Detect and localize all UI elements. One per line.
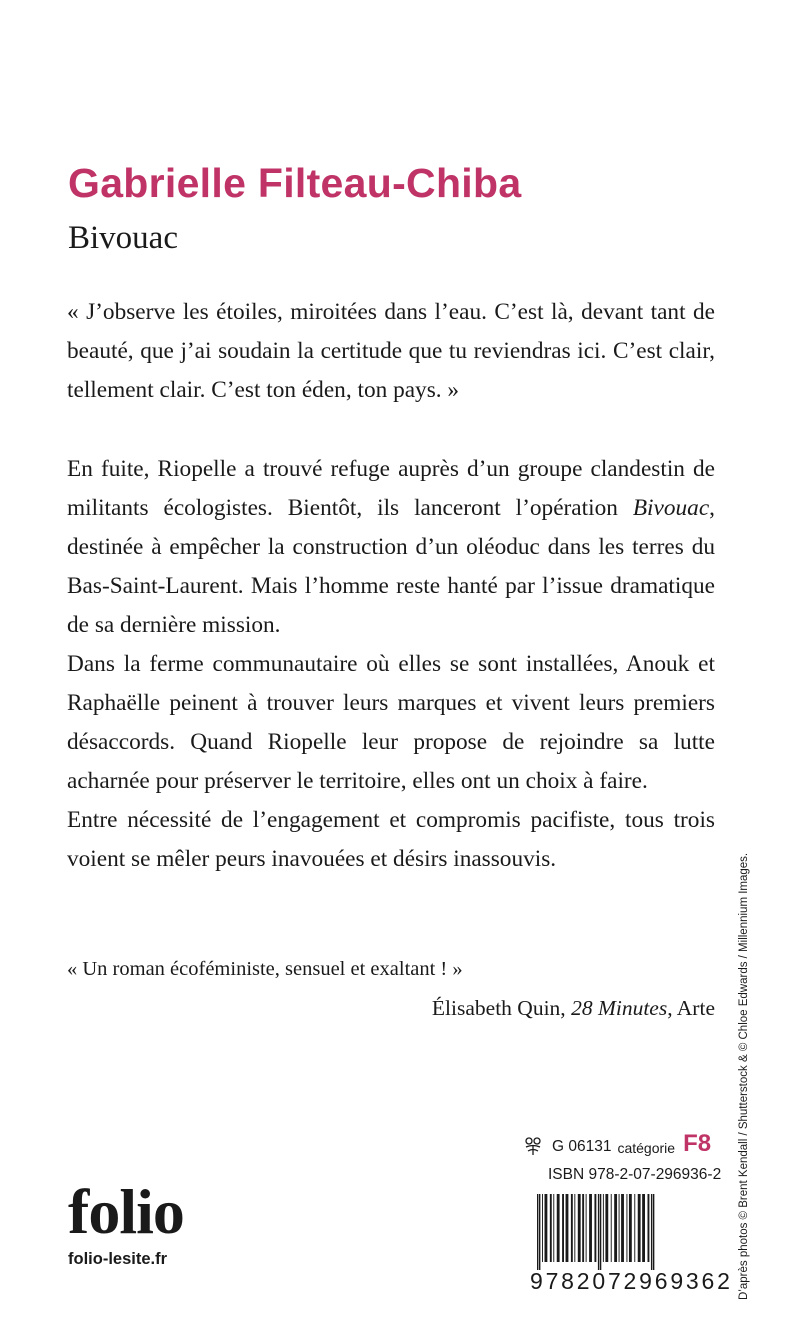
barcode-bar	[619, 1194, 620, 1262]
review-channel: , Arte	[667, 996, 715, 1020]
isbn-barcode	[535, 1194, 717, 1270]
barcode-bar	[605, 1194, 608, 1262]
barcode-bar	[542, 1194, 543, 1262]
catalog-code: G 06131	[552, 1138, 612, 1155]
barcode-bar	[562, 1194, 564, 1262]
category-label: catégorie	[617, 1140, 676, 1156]
excerpt-quote	[67, 293, 715, 410]
barcode-guard-bar	[537, 1194, 538, 1270]
barcode-guard-bar	[598, 1194, 599, 1270]
barcode-guard-bar	[653, 1194, 654, 1270]
barcode-bar	[621, 1194, 624, 1262]
summary-paragraph-2: Dans la ferme communautaire où elles se sont installées, Anouk et Raphaëlle peinent à trouver leurs marques et vivent leurs premiers désaccords. Quand Riopelle leur propose de rejoindre sa lutte acharnée pour préserver le territoire, elles ont un choix à faire.	[67, 651, 715, 794]
review-quote: « Un roman écoféministe, sensuel et exaltant ! »	[67, 958, 463, 980]
barcode-bar	[634, 1194, 635, 1262]
barcode-bar	[566, 1194, 569, 1262]
barcode-digits: 9782072969362	[530, 1268, 733, 1294]
publisher-website: folio-lesite.fr	[68, 1250, 168, 1268]
barcode-bar	[578, 1194, 581, 1262]
excerpt-text: « J’observe les étoiles, miroitées dans l’eau. C’est là, devant tant de beauté, que j’ai soudain la certitude que tu reviendras ici. C’est clair, tellement clair. C’est ton éden, ton pays. »	[67, 299, 715, 403]
barcode-bar	[571, 1194, 573, 1262]
barcode-bar	[589, 1194, 592, 1262]
barcode-bar	[603, 1194, 604, 1262]
barcode-bar	[550, 1194, 552, 1262]
barcode-bar	[557, 1194, 560, 1262]
barcode-bar	[648, 1194, 650, 1262]
author-name: Gabrielle Filteau-Chiba	[68, 160, 522, 206]
barcode-guard-bar	[539, 1194, 540, 1270]
catalog-code-line	[524, 1132, 711, 1156]
isbn: ISBN 978-2-07-296936-2	[548, 1166, 722, 1183]
barcode-bar	[553, 1194, 554, 1262]
summary-paragraph-3: Entre nécessité de l’engagement et compromis pacifiste, tous trois voient se mêler peurs inavouées et désirs inassouvis.	[67, 807, 715, 872]
photo-credit-column	[740, 770, 762, 1300]
barcode-bar	[582, 1194, 584, 1262]
review-show: 28 Minutes	[571, 996, 668, 1020]
barcode-guard-bar	[600, 1194, 601, 1270]
folio-logo: folio	[68, 1176, 184, 1247]
book-title: Bivouac	[68, 220, 178, 256]
gallimard-mark-icon	[524, 1136, 542, 1156]
summary-p1-part-b: , destinée à empêcher la construction d’un oléoduc dans les terres du Bas-Saint-Laurent. Mais l’homme reste hanté par l’issue dramatique de sa dernière mission.	[67, 495, 715, 638]
barcode-bar	[629, 1194, 632, 1262]
photo-credit: D’après photos © Brent Kendall / Shutterstock & © Chloe Edwards / Millennium Images.	[738, 852, 750, 1300]
summary-paragraph-1	[67, 450, 715, 645]
barcode-bar	[638, 1194, 641, 1262]
summary-p1-part-a: En fuite, Riopelle a trouvé refuge auprès d’un groupe clandestin de militants écologistes. Bientôt, ils lanceront l’opération	[67, 456, 715, 521]
barcode-bar	[545, 1194, 548, 1262]
review-attribution	[432, 993, 715, 1023]
barcode-bar	[626, 1194, 627, 1262]
barcode-bar	[574, 1194, 575, 1262]
review-critic: Élisabeth Quin,	[431, 996, 572, 1020]
book-summary	[67, 450, 715, 879]
barcode-bar	[614, 1194, 617, 1262]
price-category: F8	[683, 1130, 712, 1157]
barcode-bar	[594, 1194, 596, 1262]
summary-p1-italic-title: Bivouac	[632, 495, 710, 521]
barcode-bar	[611, 1194, 612, 1262]
barcode-guard-bar	[651, 1194, 652, 1270]
barcode-bar	[642, 1194, 645, 1262]
barcode-bar	[586, 1194, 587, 1262]
